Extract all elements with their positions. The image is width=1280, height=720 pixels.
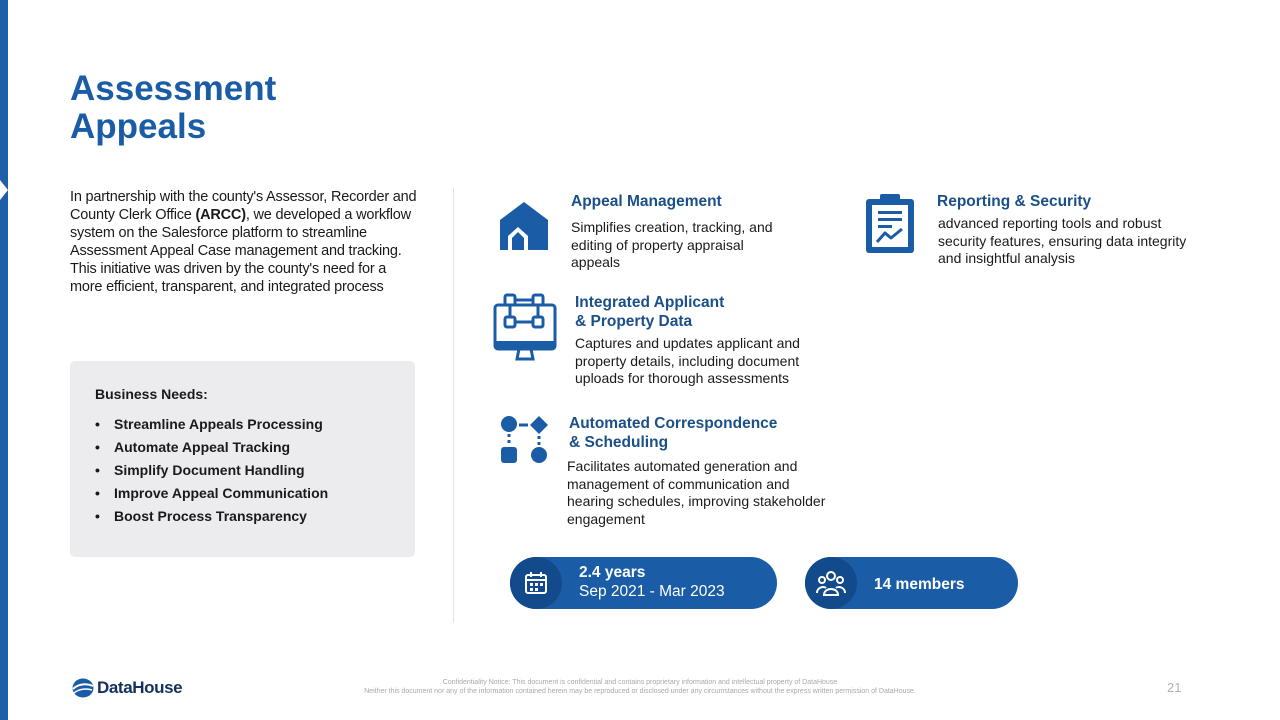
description-line: management of communication and xyxy=(567,475,790,492)
page-title xyxy=(70,70,276,146)
title-line-2: Appeals xyxy=(70,107,207,146)
list-item xyxy=(95,482,328,505)
list-item xyxy=(95,413,328,436)
feature-description xyxy=(938,215,1186,268)
monitor-workflow-icon xyxy=(493,291,557,368)
intro-text-start: In partnership with the county's Assessor, Recorder and County Clerk Office xyxy=(70,189,417,223)
feature-description xyxy=(571,219,773,272)
description-line: advanced reporting tools and robust xyxy=(938,215,1162,231)
title-line-1: Assessment xyxy=(70,69,277,108)
logo-mark-icon xyxy=(72,678,94,698)
list-item-label: Streamline Appeals Processing xyxy=(114,416,323,432)
bullet: • xyxy=(95,508,100,524)
feature-title: Appeal Management xyxy=(571,193,722,210)
feature-description xyxy=(567,458,825,528)
feature-description xyxy=(575,335,800,388)
description-line: engagement xyxy=(567,510,645,527)
logo-text: DataHouse xyxy=(97,678,183,697)
notice-line: Neither this document nor any of the information contained herein may be reproduced or disclosed under any circumstances without the express written permission of DataHouse. xyxy=(364,688,916,695)
intro-text-end: , we developed a workflow system on the Salesforce platform to streamline Assessment Appeal Case management and tracking. This initiative was driven by the county's need for a more efficient, transparent, and integrated process xyxy=(70,207,411,295)
description-line: security features, ensuring data integrity xyxy=(938,232,1187,249)
description-line: Captures and updates applicant and xyxy=(575,335,800,351)
team-icon xyxy=(805,557,857,609)
list-item xyxy=(95,459,328,482)
list-item-label: Automate Appeal Tracking xyxy=(114,439,291,455)
description-line: appeals xyxy=(571,254,621,270)
list-item-label: Simplify Document Handling xyxy=(114,462,305,478)
workflow-nodes-icon xyxy=(500,415,550,470)
duration-text xyxy=(579,563,725,601)
bullet: • xyxy=(95,439,100,455)
duration-stat xyxy=(510,557,777,609)
list-item-label: Improve Appeal Communication xyxy=(114,485,329,501)
feature-title xyxy=(575,293,724,331)
bullet: • xyxy=(95,485,100,501)
duration-value: 2.4 years xyxy=(579,564,646,581)
bullet: • xyxy=(95,462,100,478)
intro-paragraph xyxy=(70,188,420,296)
calendar-icon xyxy=(510,557,562,609)
business-needs-title: Business Needs: xyxy=(95,386,208,402)
business-needs-panel xyxy=(70,361,415,557)
description-line: Facilitates automated generation and xyxy=(567,458,798,474)
feature-title xyxy=(569,414,777,452)
title-line: Automated Correspondence xyxy=(569,415,778,432)
notice-line: Confidentiality Notice: This document is confidential and contains proprietary information and intellectual property of DataHouse xyxy=(442,679,838,686)
team-text xyxy=(874,575,964,594)
description-line: property details, including document xyxy=(575,352,800,369)
column-divider xyxy=(453,188,454,623)
clipboard-chart-icon xyxy=(864,193,916,260)
duration-range: Sep 2021 - Mar 2023 xyxy=(579,583,725,600)
description-line: and insightful analysis xyxy=(938,250,1075,266)
bullet: • xyxy=(95,416,100,432)
house-icon xyxy=(498,200,550,257)
accent-bar xyxy=(0,0,8,720)
datahouse-logo xyxy=(72,678,182,698)
description-line: Simplifies creation, tracking, and xyxy=(571,219,773,235)
team-stat xyxy=(805,557,1018,609)
feature-title: Reporting & Security xyxy=(937,193,1092,210)
description-line: editing of property appraisal xyxy=(571,236,744,253)
page-number: 21 xyxy=(1167,680,1182,695)
description-line: uploads for thorough assessments xyxy=(575,370,790,386)
list-item xyxy=(95,436,328,459)
business-needs-list xyxy=(95,413,328,528)
title-line: & Scheduling xyxy=(569,434,669,451)
team-value: 14 members xyxy=(874,576,965,593)
list-item xyxy=(95,505,328,528)
list-item-label: Boost Process Transparency xyxy=(114,508,307,524)
title-line: & Property Data xyxy=(575,313,693,330)
accent-notch xyxy=(0,180,8,200)
confidentiality-notice xyxy=(250,678,1030,696)
title-line: Integrated Applicant xyxy=(575,294,725,311)
description-line: hearing schedules, improving stakeholder xyxy=(567,493,826,509)
intro-bold-acronym: (ARCC) xyxy=(195,207,246,223)
